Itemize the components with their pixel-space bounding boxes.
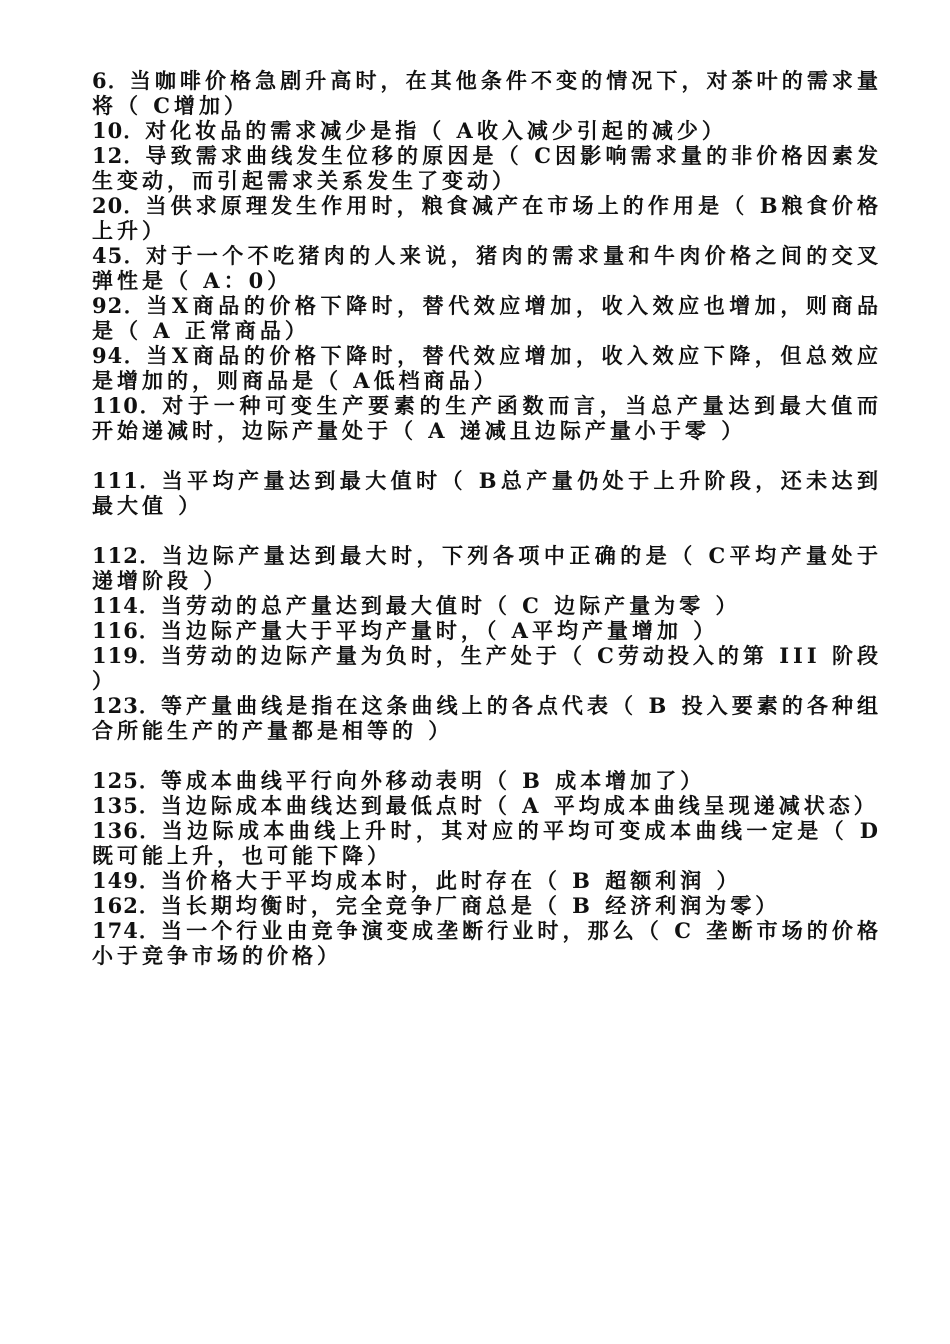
- question-item: [92, 818, 882, 868]
- question-item: [92, 468, 882, 518]
- question-text: 当劳动的总产量达到最大值时（ C 边际产量为零 ）: [160, 593, 741, 618]
- question-text: 对化妆品的需求减少是指（ A收入减少引起的减少）: [145, 118, 727, 143]
- question-item: [92, 918, 882, 968]
- question-number: 125．: [92, 768, 161, 793]
- question-number: 112．: [92, 543, 162, 568]
- question-item: [92, 893, 882, 918]
- question-number: 149．: [92, 868, 161, 893]
- question-number: 92．: [92, 293, 147, 318]
- question-item: [92, 118, 882, 143]
- question-number: 174．: [92, 918, 162, 943]
- question-item: [92, 243, 882, 293]
- question-number: 119．: [92, 643, 161, 668]
- question-number: 110．: [92, 393, 163, 418]
- question-item: [92, 68, 882, 118]
- question-number: 136．: [92, 818, 162, 843]
- question-item: [92, 543, 882, 593]
- question-number: 162．: [92, 893, 161, 918]
- question-item: [92, 143, 882, 193]
- question-item: [92, 793, 882, 818]
- question-number: 10．: [92, 118, 146, 143]
- question-number: 135．: [92, 793, 161, 818]
- question-text: 对于一种可变生产要素的生产函数而言，当总产量达到最大值而开始递减时，边际产量处于（ A 递减且边际产量小于零 ）: [92, 393, 882, 443]
- question-text: 导致需求曲线发生位移的原因是（ C因影响需求量的非价格因素发生变动，而引起需求关系发生了变动）: [92, 143, 882, 193]
- question-number: 20．: [92, 193, 146, 218]
- question-number: 123．: [92, 693, 161, 718]
- question-number: 45．: [92, 243, 147, 268]
- question-item: [92, 868, 882, 893]
- question-item: [92, 393, 882, 443]
- question-item: [92, 768, 882, 793]
- question-item: [92, 643, 882, 693]
- question-number: 114．: [92, 593, 161, 618]
- question-text: 当平均产量达到最大值时（ B总产量仍处于上升阶段，还未达到最大值 ）: [92, 468, 882, 518]
- question-number: 6．: [92, 68, 130, 93]
- question-text: 当供求原理发生作用时，粮食减产在市场上的作用是（ B粮食价格上升）: [92, 193, 882, 243]
- question-item: [92, 693, 882, 743]
- question-number: 116．: [92, 618, 161, 643]
- question-text: 当边际产量达到最大时，下列各项中正确的是（ C平均产量处于递增阶段 ）: [92, 543, 882, 593]
- question-text: 当边际成本曲线达到最低点时（ A 平均成本曲线呈现递减状态）: [160, 793, 879, 818]
- question-text: 当长期均衡时，完全竞争厂商总是（ B 经济利润为零）: [160, 893, 781, 918]
- question-number: 111．: [92, 468, 162, 493]
- question-text: 当X商品的价格下降时，替代效应增加，收入效应也增加，则商品是（ A 正常商品）: [92, 293, 882, 343]
- question-number: 12．: [92, 143, 146, 168]
- question-item: [92, 193, 882, 243]
- question-text: 当咖啡价格急剧升高时，在其他条件不变的情况下，对茶叶的需求量将（ C增加）: [92, 68, 882, 118]
- question-item: [92, 293, 882, 343]
- question-text: 当边际成本曲线上升时，其对应的平均可变成本曲线一定是（ D 既可能上升，也可能下降）: [92, 818, 882, 868]
- question-text: 当边际产量大于平均产量时，（ A平均产量增加 ）: [160, 618, 719, 643]
- question-list: [92, 68, 882, 968]
- question-item: [92, 343, 882, 393]
- question-text: 当劳动的边际产量为负时，生产处于（ C劳动投入的第 III 阶段 ）: [92, 643, 882, 693]
- question-text: 当价格大于平均成本时，此时存在（ B 超额利润 ）: [160, 868, 742, 893]
- question-number: 94．: [92, 343, 147, 368]
- question-text: 等产量曲线是指在这条曲线上的各点代表（ B 投入要素的各种组合所能生产的产量都是相等的 ）: [92, 693, 883, 743]
- question-text: 当X商品的价格下降时，替代效应增加，收入效应下降，但总效应是增加的，则商品是（ A低档商品）: [92, 343, 882, 393]
- question-text: 对于一个不吃猪肉的人来说，猪肉的需求量和牛肉价格之间的交叉弹性是（ A：0）: [92, 243, 882, 293]
- question-text: 等成本曲线平行向外移动表明（ B 成本增加了）: [160, 768, 706, 793]
- question-item: [92, 618, 882, 643]
- question-item: [92, 593, 882, 618]
- question-text: 当一个行业由竞争演变成垄断行业时，那么（ C 垄断市场的价格小于竞争市场的价格）: [92, 918, 882, 968]
